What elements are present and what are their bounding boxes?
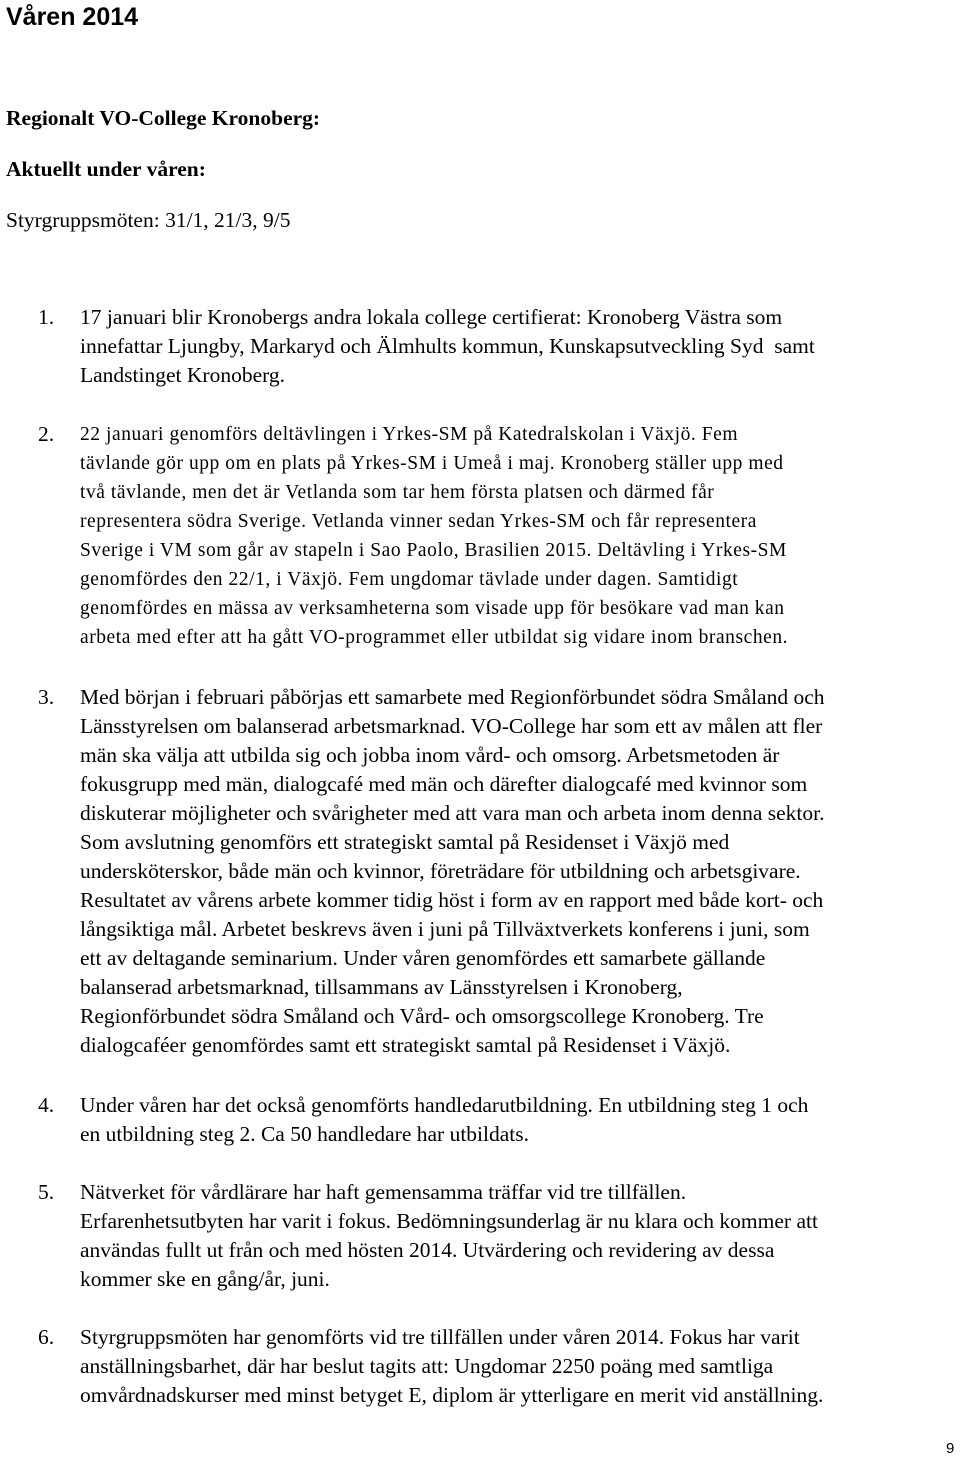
list-item-number: 3. <box>38 685 55 709</box>
text-line: tävlande gör upp om en plats på Yrkes-SM i Umeå i maj. Kronoberg ställer upp med <box>80 453 784 474</box>
text-line: Under våren har det också genomförts handledarutbildning. En utbildning steg 1 och <box>80 1093 809 1117</box>
section-subheading: Aktuellt under våren: <box>6 157 206 181</box>
list-item-number: 4. <box>38 1093 55 1117</box>
list-item-number: 6. <box>38 1325 55 1349</box>
page-title: Våren 2014 <box>6 3 139 31</box>
list-item-text <box>80 683 956 1060</box>
text-line: balanserad arbetsmarknad, tillsammans av Länsstyrelsen i Kronoberg, <box>80 975 683 999</box>
text-line: användas fullt ut från och med hösten 2014. Utvärdering och revidering av dessa <box>80 1238 775 1262</box>
text-line: en utbildning steg 2. Ca 50 handledare har utbildats. <box>80 1122 530 1146</box>
text-line: fokusgrupp med män, dialogcafé med män och därefter dialogcafé med kvinnor som <box>80 772 808 796</box>
text-line: Erfarenhetsutbyten har varit i fokus. Bedömningsunderlag är nu klara och kommer att <box>80 1209 818 1233</box>
list-item-number: 2. <box>38 422 55 446</box>
text-line: Länsstyrelsen om balanserad arbetsmarknad. VO-College har som ett av målen att fler <box>80 714 823 738</box>
text-line: undersköterskor, både män och kvinnor, företrädare för utbildning och arbetsgivare. <box>80 859 801 883</box>
text-line: två tävlande, men det är Vetlanda som tar hem första platsen och därmed får <box>80 482 715 503</box>
text-line: Resultatet av vårens arbete kommer tidig höst i form av en rapport med både kort- och <box>80 888 824 912</box>
section-heading: Regionalt VO-College Kronoberg: <box>6 106 321 130</box>
text-line: representera södra Sverige. Vetlanda vinner sedan Yrkes-SM och får representera <box>80 511 757 532</box>
text-line: 17 januari blir Kronobergs andra lokala college certifierat: Kronoberg Västra som <box>80 305 783 329</box>
text-line: långsiktiga mål. Arbetet beskrevs även i juni på Tillväxtverkets konferens i juni, som <box>80 917 810 941</box>
text-line: Landstinget Kronoberg. <box>80 363 286 387</box>
text-line: män ska välja att utbilda sig och jobba inom vård- och omsorg. Arbetsmetoden är <box>80 743 780 767</box>
text-line: Styrgruppsmöten har genomförts vid tre tillfällen under våren 2014. Fokus har varit <box>80 1325 800 1349</box>
text-line: innefattar Ljungby, Markaryd och Älmhults kommun, Kunskapsutveckling Syd samt <box>80 334 815 358</box>
list-item-text <box>80 1091 956 1149</box>
list-item-text <box>80 420 956 652</box>
meeting-dates: Styrgruppsmöten: 31/1, 21/3, 9/5 <box>6 208 291 232</box>
list-item-text <box>80 1178 956 1294</box>
list-item-number: 5. <box>38 1180 55 1204</box>
text-line: dialogcaféer genomfördes samt ett strategiskt samtal på Residenset i Växjö. <box>80 1033 731 1057</box>
list-item-text <box>80 1323 956 1410</box>
text-line: 22 januari genomförs deltävlingen i Yrkes-SM på Katedralskolan i Växjö. Fem <box>80 424 739 445</box>
text-line: Sverige i VM som går av stapeln i Sao Paolo, Brasilien 2015. Deltävling i Yrkes-SM <box>80 540 787 561</box>
page-number: 9 <box>946 1440 955 1457</box>
text-line: Med början i februari påbörjas ett samarbete med Regionförbundet södra Småland och <box>80 685 825 709</box>
list-item-number: 1. <box>38 305 55 329</box>
text-line: genomfördes den 22/1, i Växjö. Fem ungdomar tävlade under dagen. Samtidigt <box>80 569 739 590</box>
text-line: Nätverket för vårdlärare har haft gemensamma träffar vid tre tillfällen. <box>80 1180 687 1204</box>
list-item-text <box>80 303 956 390</box>
text-line: kommer ske en gång/år, juni. <box>80 1267 330 1291</box>
text-line: Som avslutning genomförs ett strategiskt samtal på Residenset i Växjö med <box>80 830 730 854</box>
text-line: ett av deltagande seminarium. Under våren genomfördes ett samarbete gällande <box>80 946 766 970</box>
text-line: diskuterar möjligheter och svårigheter med att vara man och arbeta inom denna sektor. <box>80 801 825 825</box>
text-line: anställningsbarhet, där har beslut tagits att: Ungdomar 2250 poäng med samtliga <box>80 1354 774 1378</box>
text-line: omvårdnadskurser med minst betyget E, diplom är ytterligare en merit vid anställning. <box>80 1383 824 1407</box>
text-line: Regionförbundet södra Småland och Vård- och omsorgscollege Kronoberg. Tre <box>80 1004 764 1028</box>
text-line: arbeta med efter att ha gått VO-programmet eller utbildat sig vidare inom branschen. <box>80 627 789 648</box>
text-line: genomfördes en mässa av verksamheterna som visade upp för besökare vad man kan <box>80 598 785 619</box>
